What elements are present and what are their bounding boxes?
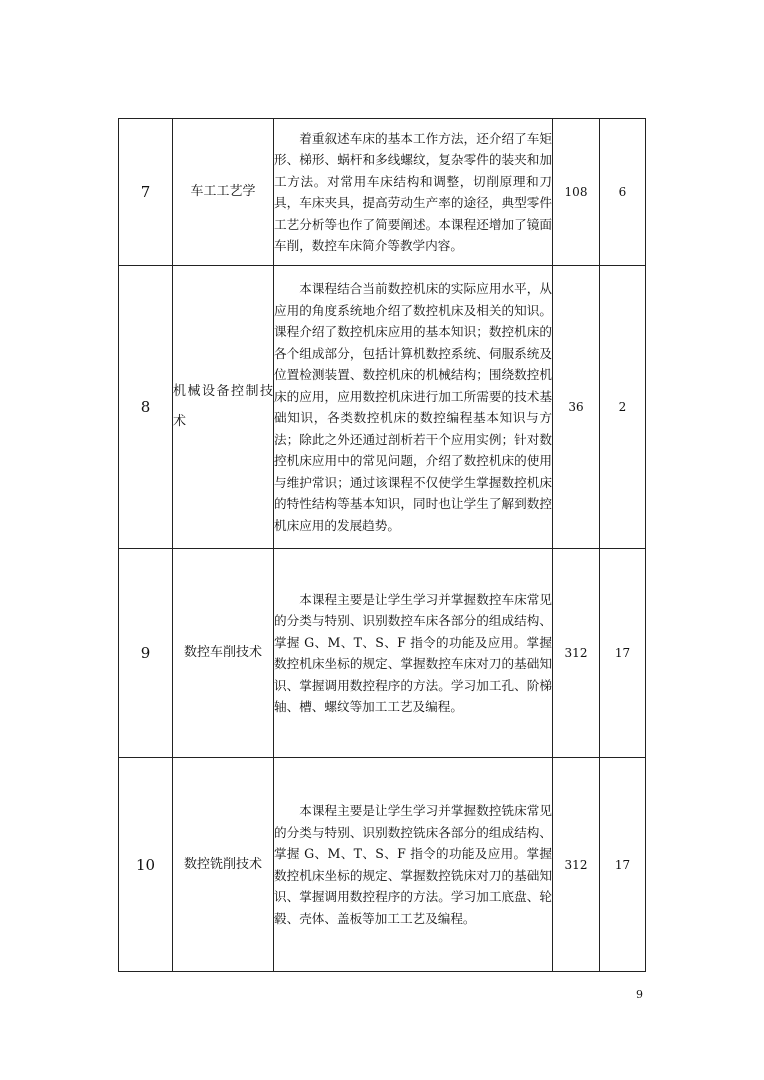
course-credits: 6 (600, 119, 646, 266)
course-name: 数控铣削技术 (173, 758, 274, 972)
course-description: 着重叙述车床的基本工作方法，还介绍了车矩形、梯形、蜗杆和多线螺纹，复杂零件的装夹和加工方法。对常用车床结构和调整，切削原理和刀具，车床夹具，提高劳动生产率的途径，典型零件工艺分析等也作了简要阐述。本课程还增加了镜面车削，数控车床简介等教学内容。 (274, 130, 552, 253)
course-description-cell (274, 266, 553, 549)
table-row (119, 266, 646, 549)
course-name: 机械设备控制技术 (173, 266, 274, 549)
course-hours: 312 (553, 758, 600, 972)
course-description: 本课程主要是让学生学习并掌握数控铣床常见的分类与特别、识别数控铣床各部分的组成结构、掌握 G、M、T、S、F 指令的功能及应用。掌握数控机床坐标的规定、掌握数控铣床对刀的基础知识、掌握调用数控程序的方法。学习加工底盘、轮毂、壳体、盖板等加工工艺及编程。 (274, 803, 552, 926)
course-number: 8 (119, 266, 173, 549)
course-number: 9 (119, 549, 173, 758)
course-description: 本课程结合当前数控机床的实际应用水平，从应用的角度系统地介绍了数控机床及相关的知识。课程介绍了数控机床应用的基本知识；数控机床的各个组成部分，包括计算机数控系统、伺服系统及位置检测装置、数控机床的机械结构；围绕数控机床的应用，应用数控机床进行加工所需要的技术基础知识，各类数控机床的数控编程基本知识与方法；除此之外还通过剖析若干个应用实例；针对数控机床应用中的常见问题，介绍了数控机床的使用与维护常识；通过该课程不仅使学生掌握数控机床的特性结构等基本知识，同时也让学生了解到数控机床应用的发展趋势。 (274, 281, 552, 533)
course-credits: 17 (600, 758, 646, 972)
page-number: 9 (636, 988, 643, 1001)
course-description-cell (274, 549, 553, 758)
course-credits: 17 (600, 549, 646, 758)
course-credits: 2 (600, 266, 646, 549)
course-hours: 312 (553, 549, 600, 758)
course-number: 7 (119, 119, 173, 266)
course-description: 本课程主要是让学生学习并掌握数控车床常见的分类与特别、识别数控车床各部分的组成结构、掌握 G、M、T、S、F 指令的功能及应用。掌握数控机床坐标的规定、掌握数控车床对刀的基础知识、掌握调用数控程序的方法。学习加工孔、阶梯轴、槽、螺纹等加工工艺及编程。 (274, 591, 552, 714)
course-hours: 36 (553, 266, 600, 549)
table-row (119, 119, 646, 266)
course-hours: 108 (553, 119, 600, 266)
course-description-cell (274, 119, 553, 266)
course-name: 车工工艺学 (173, 119, 274, 266)
course-description-cell (274, 758, 553, 972)
table-row (119, 758, 646, 972)
course-table (118, 118, 646, 972)
course-name: 数控车削技术 (173, 549, 274, 758)
table-row (119, 549, 646, 758)
course-number: 10 (119, 758, 173, 972)
